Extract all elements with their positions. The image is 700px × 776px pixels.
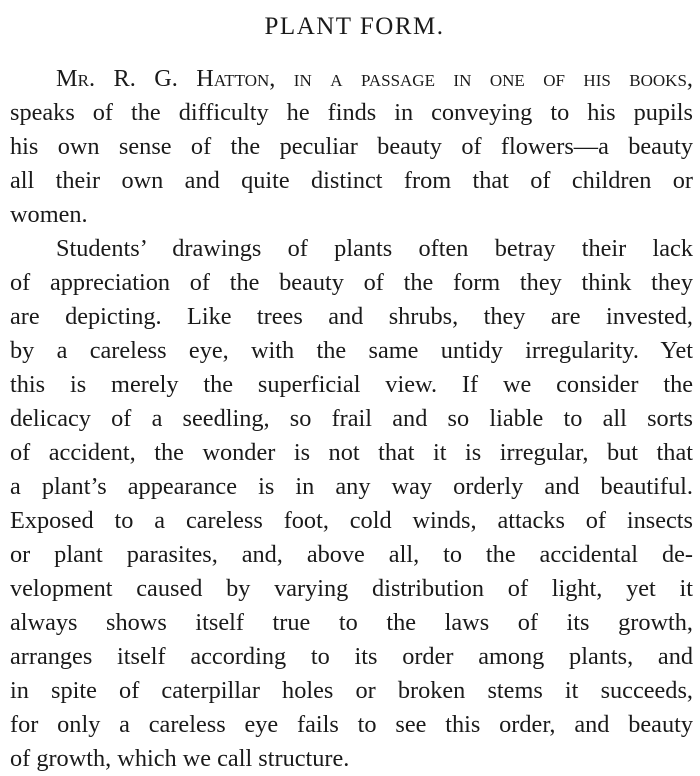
text-line: a plant’s appearance is in any way orderly and beautiful.	[10, 473, 693, 500]
text-line: are depicting. Like trees and shrubs, they are invested,	[10, 303, 693, 330]
text-line: women.	[10, 201, 88, 228]
text-line: of growth, which we call structure.	[10, 745, 350, 772]
text-line: this is merely the superficial view. If we consider the	[10, 371, 693, 398]
text-line: speaks of the difficulty he finds in conveying to his pupils	[10, 99, 693, 126]
text-line: always shows itself true to the laws of its growth,	[10, 609, 693, 636]
text-line: his own sense of the peculiar beauty of flowers—a beauty	[10, 133, 693, 160]
text-line: of accident, the wonder is not that it is irregular, but that	[10, 439, 693, 466]
paragraph-2	[10, 232, 693, 776]
text-line: Students’ drawings of plants often betray their lack	[56, 235, 693, 262]
text-line: Exposed to a careless foot, cold winds, attacks of insects	[10, 507, 693, 534]
chapter-title: PLANT FORM.	[264, 13, 445, 40]
text-line: delicacy of a seedling, so frail and so liable to all sorts	[10, 405, 693, 432]
text-line: arranges itself according to its order among plants, and	[10, 643, 693, 670]
text-line: for only a careless eye fails to see this order, and beauty	[10, 711, 693, 738]
text-line: in spite of caterpillar holes or broken stems it succeeds,	[10, 677, 693, 704]
text-line: velopment caused by varying distribution of light, yet it	[10, 575, 693, 602]
text-line: of appreciation of the beauty of the form they think they	[10, 269, 693, 296]
text-line: by a careless eye, with the same untidy irregularity. Yet	[10, 337, 693, 364]
text-line: or plant parasites, and, above all, to the accidental de-	[10, 541, 693, 568]
paragraph-1	[10, 62, 693, 232]
text-line: all their own and quite distinct from that of children or	[10, 167, 693, 194]
book-page	[10, 0, 693, 775]
text-line: Mr. R. G. Hatton, in a passage in one of his books,	[56, 65, 693, 92]
